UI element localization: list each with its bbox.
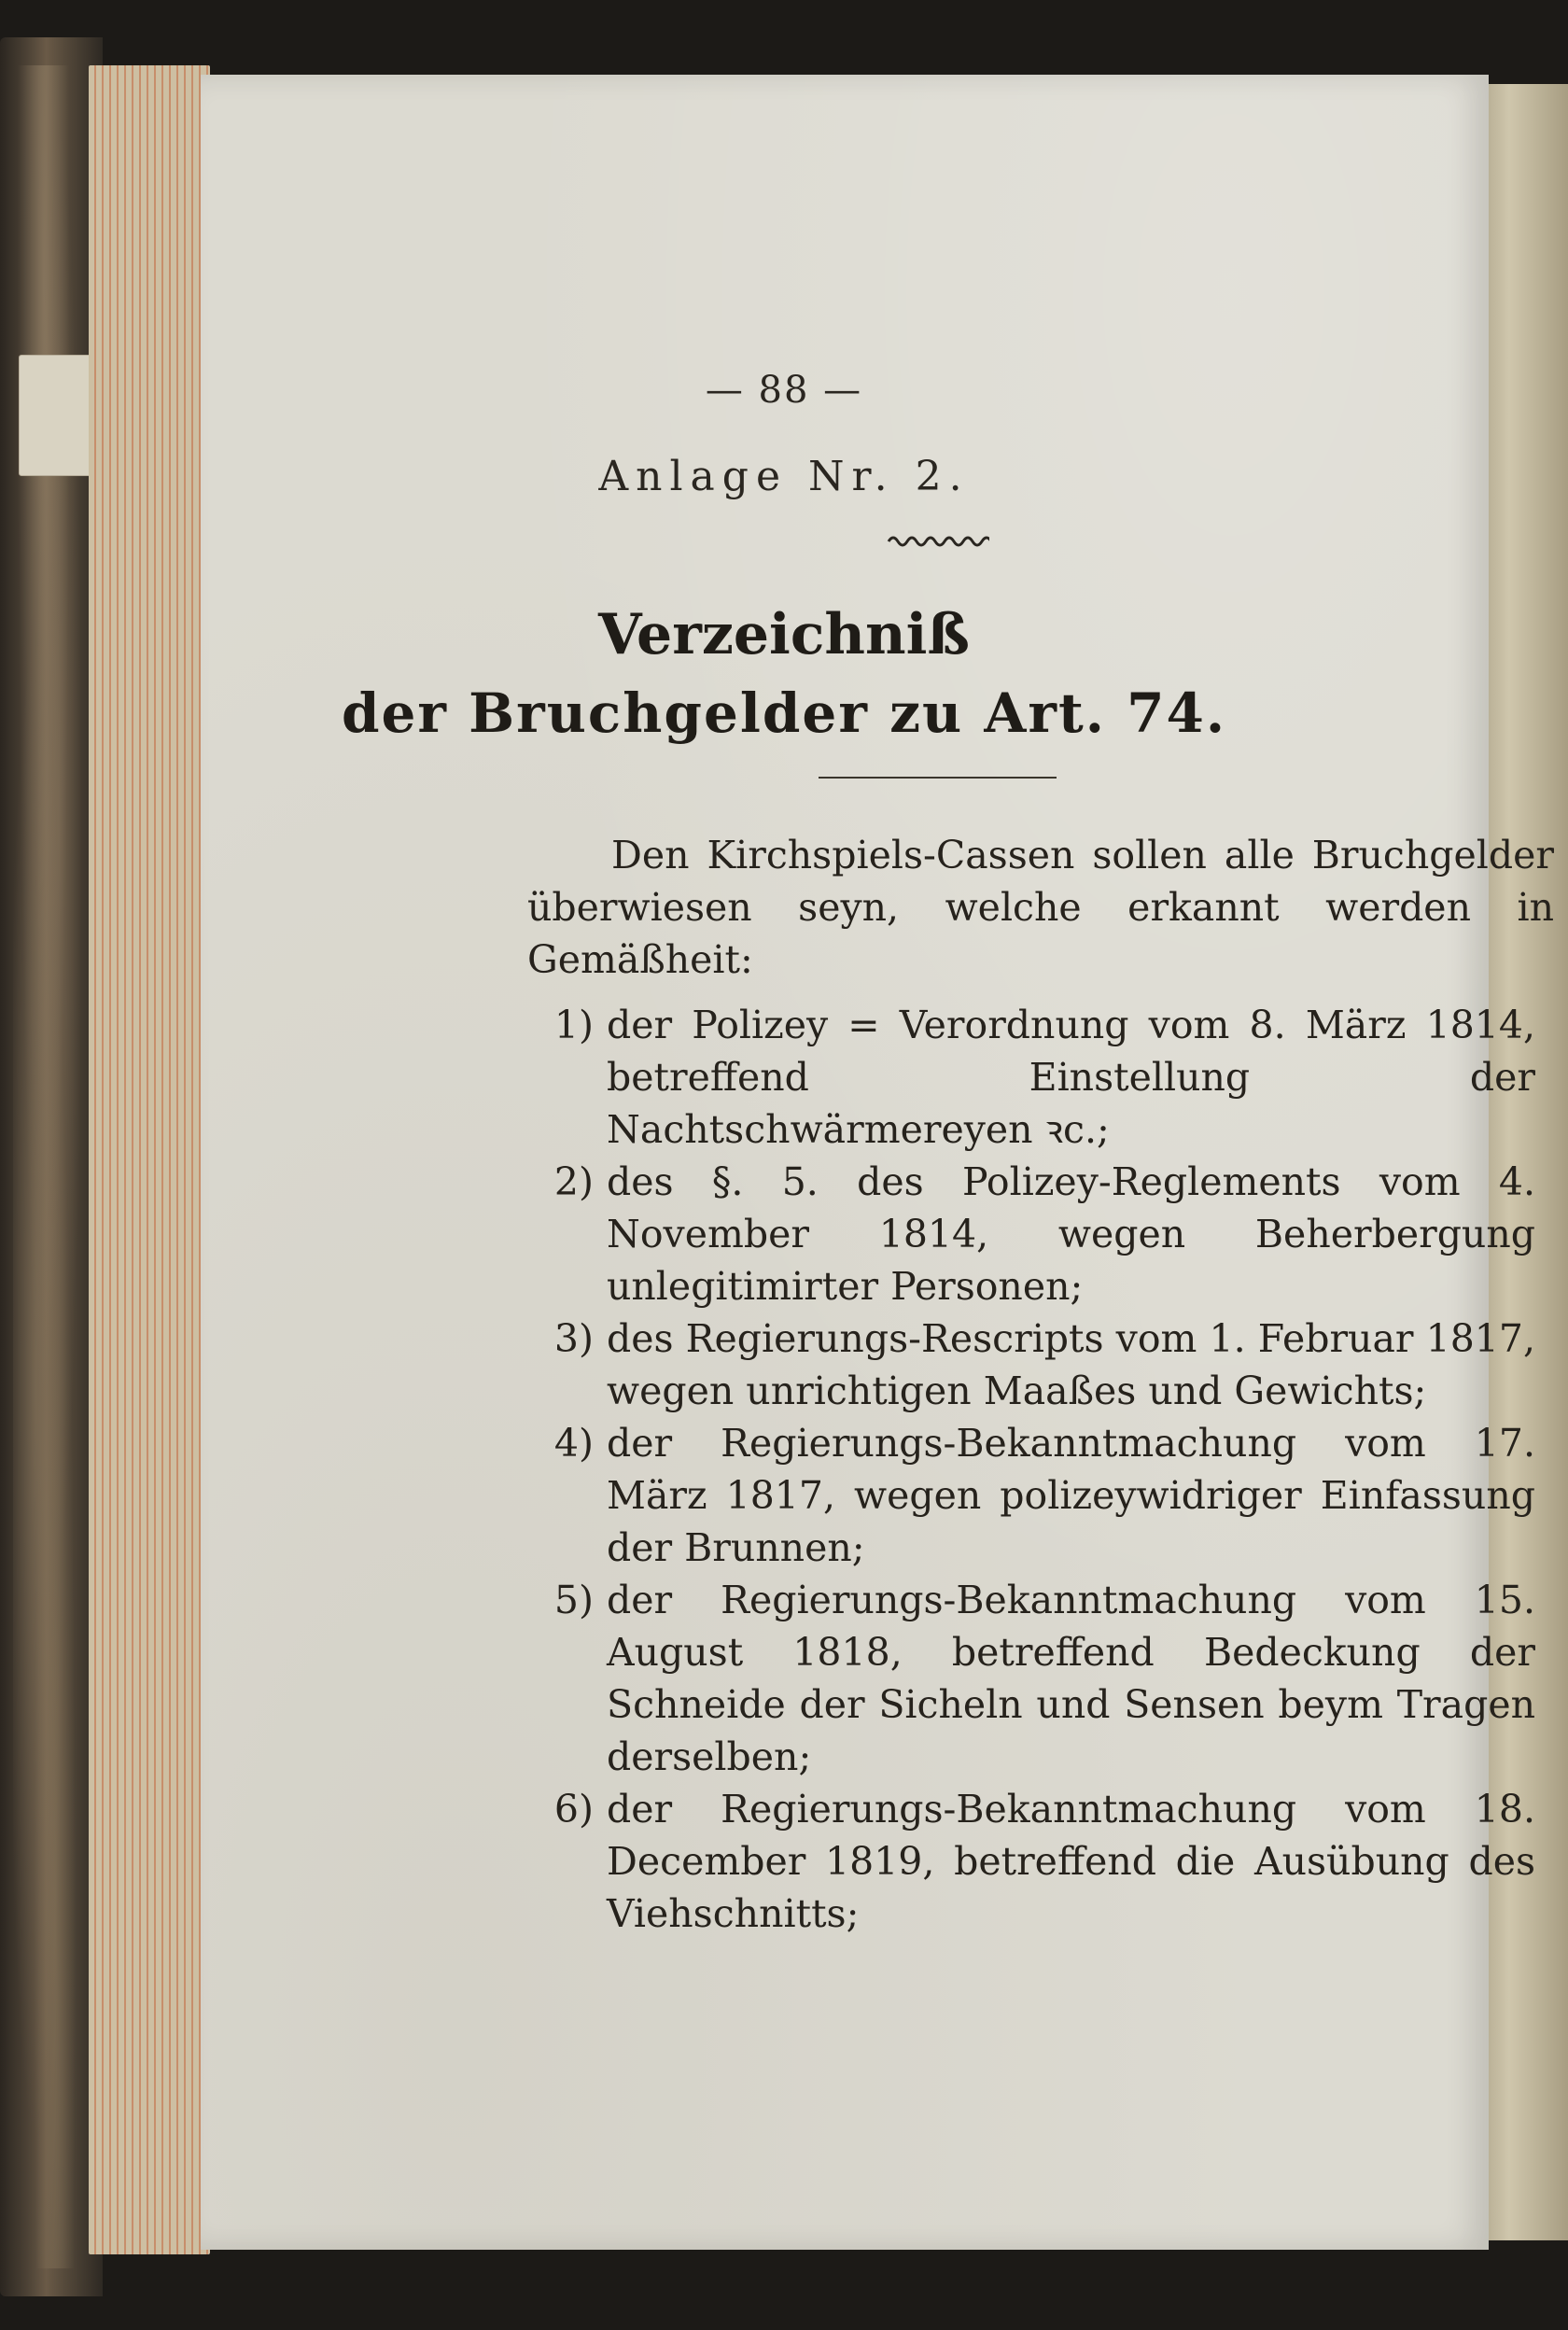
item-number: 5)	[553, 1578, 594, 1622]
item-text: des §. 5. des Polizey-Reglements vom 4. November 1814, wegen Beherbergung unlegitimirter Personen;	[607, 1159, 1535, 1309]
item-number: 1)	[553, 1003, 594, 1047]
title-rule	[819, 777, 1057, 779]
item-number: 4)	[553, 1421, 594, 1466]
title-line-1: Verzeichniß	[597, 602, 971, 667]
book-page	[201, 75, 1554, 2250]
list-item	[527, 1312, 1554, 1417]
appendix-heading: Anlage Nr. 2.	[598, 453, 970, 500]
item-number: 2)	[553, 1159, 594, 1204]
intro-paragraph: Den Kirchspiels-Cassen sollen alle Bruchgelder überwiesen seyn, welche erkannt werden in Gemäßheit:	[527, 833, 1554, 982]
ornament-divider	[887, 532, 989, 551]
list-item	[527, 1783, 1554, 1940]
item-number: 6)	[553, 1787, 594, 1832]
list-item	[527, 1574, 1554, 1783]
page-number: — 88 —	[705, 369, 863, 412]
item-list	[527, 999, 1554, 1940]
item-text: der Regierungs-Bekanntmachung vom 17. März 1817, wegen polizeywidriger Einfassung der Brunnen;	[607, 1421, 1535, 1570]
title-line-2: der Bruchgelder zu Art. 74.	[341, 681, 1227, 745]
item-text: des Regierungs-Rescripts vom 1. Februar 1817, wegen unrichtigen Maaßes und Gewichts;	[607, 1316, 1535, 1413]
item-number: 3)	[553, 1316, 594, 1361]
item-text: der Regierungs-Bekanntmachung vom 18. December 1819, betreffend die Ausübung des Viehschnitts;	[607, 1787, 1535, 1936]
list-item	[527, 999, 1554, 1156]
item-text: der Polizey = Verordnung vom 8. März 1814, betreffend Einstellung der Nachtschwärmereyen ꝛc.;	[607, 1003, 1535, 1152]
list-item	[527, 1417, 1554, 1574]
item-text: der Regierungs-Bekanntmachung vom 15. August 1818, betreffend Bedeckung der Schneide der Sicheln und Sensen beym Tragen derselben;	[607, 1578, 1535, 1779]
list-item	[527, 1156, 1554, 1312]
